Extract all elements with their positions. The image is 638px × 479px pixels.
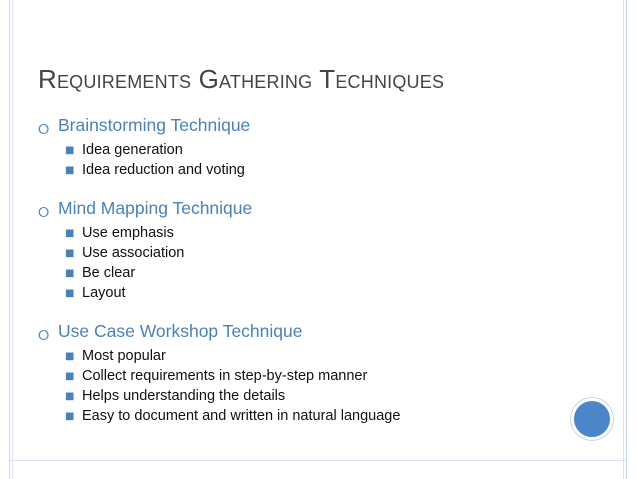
frame-line-bottom <box>9 460 627 461</box>
square-bullet-icon: ■ <box>65 351 75 362</box>
section-heading-text: Use Case Workshop Technique <box>58 321 303 341</box>
list-item-text: Idea generation <box>82 142 183 158</box>
frame-line-left-inner <box>12 0 13 479</box>
frame-line-left <box>9 0 10 479</box>
ring-bullet-icon: ⭘ <box>38 328 50 344</box>
section-brainstorming <box>38 113 250 180</box>
decorative-circle <box>571 398 613 440</box>
list-item-text: Easy to document and written in natural language <box>82 408 401 424</box>
slide-title: Requirements Gathering Techniques <box>38 64 445 94</box>
list-item <box>38 223 252 243</box>
list-item <box>38 160 250 180</box>
list-item-text: Use emphasis <box>82 225 174 241</box>
list-item <box>38 140 250 160</box>
square-bullet-icon: ■ <box>65 288 75 299</box>
list-item <box>38 346 400 366</box>
section-heading-text: Brainstorming Technique <box>58 115 251 135</box>
list-item <box>38 386 400 406</box>
section-heading <box>38 113 250 137</box>
section-heading <box>38 196 252 220</box>
list-item-text: Collect requirements in step-by-step manner <box>82 368 368 384</box>
list-item-text: Helps understanding the details <box>82 388 286 404</box>
list-item-text: Layout <box>82 285 126 301</box>
ring-bullet-icon: ⭘ <box>38 205 50 221</box>
section-heading <box>38 319 400 343</box>
list-item <box>38 406 400 426</box>
section-mind-mapping <box>38 196 252 303</box>
square-bullet-icon: ■ <box>65 228 75 239</box>
square-bullet-icon: ■ <box>65 391 75 402</box>
list-item-text: Be clear <box>82 265 136 281</box>
square-bullet-icon: ■ <box>65 145 75 156</box>
list-item-text: Most popular <box>82 348 166 364</box>
frame-line-right <box>626 0 627 479</box>
list-item <box>38 263 252 283</box>
list-item-text: Idea reduction and voting <box>82 162 245 178</box>
square-bullet-icon: ■ <box>65 371 75 382</box>
section-heading-text: Mind Mapping Technique <box>58 198 253 218</box>
ring-bullet-icon: ⭘ <box>38 122 50 138</box>
square-bullet-icon: ■ <box>65 165 75 176</box>
square-bullet-icon: ■ <box>65 411 75 422</box>
list-item <box>38 283 252 303</box>
list-item-text: Use association <box>82 245 185 261</box>
section-use-case-workshop <box>38 319 400 426</box>
square-bullet-icon: ■ <box>65 268 75 279</box>
square-bullet-icon: ■ <box>65 248 75 259</box>
list-item <box>38 366 400 386</box>
frame-line-right-inner <box>623 0 624 479</box>
list-item <box>38 243 252 263</box>
